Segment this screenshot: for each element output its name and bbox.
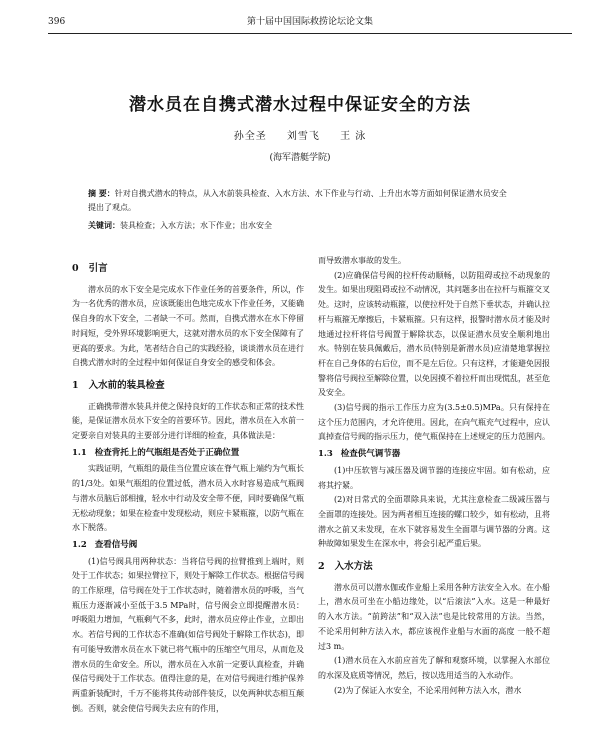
- paper-title: 潜水员在自携式潜水过程中保证安全的方法: [129, 95, 471, 115]
- heading-number: 1.1: [72, 447, 87, 458]
- body-paragraph: 而导致潜水事故的发生。: [318, 256, 406, 265]
- affiliation: (海军潜艇学院): [269, 153, 331, 163]
- author-name: 孙全圣: [233, 131, 267, 142]
- heading-number: 1.2: [72, 539, 87, 550]
- author-name: 刘雪飞: [286, 131, 320, 142]
- keywords: [88, 218, 512, 233]
- subsection-heading: [318, 447, 550, 462]
- heading-text: 入水前的装具检查: [88, 379, 165, 391]
- heading-text: 检查背托上的气瓶组是否处于正确位置: [94, 447, 240, 458]
- section-heading: [72, 379, 304, 394]
- page-number: 396: [48, 17, 66, 27]
- section-heading: [72, 262, 304, 277]
- keywords-text: 装具检查；入水方法；水下作业；出水安全: [120, 221, 272, 230]
- conference-name: 第十届中国国际救捞论坛论文集: [246, 17, 373, 27]
- body-paragraph: (1)信号阀具用两种状态：当将信号阀的拉臂推到上端时，则处于工作状态；如果拉臂拉下，则处于解除工作状态。根据信号阀的工作原理，信号阀在处于工作状态时，随着潜水员的呼吸，当气瓶压力逐渐减小至低于3.5 MPa时，信号阀会立即提醒潜水员：呼吸阻力增加，气瓶剩气不多，此时，潜水员应停止作业，立即出水。若信号阀的工作状态不准确(如信号阀处于解除工作状态)，即有可能导致潜水员在水下就已将气瓶中的压缩空气用尽，从而危及潜水员的生命安全。所以，潜水员在入水前一定要认真检查，并确保信号阀处于工作状态。值得注意的是，在对信号阀进行维护保养两重新装配时，千万不能将其传动部件装反，以免两种状态相互颠倒。否则，就会使信号阀失去应有的作用，: [72, 556, 304, 713]
- body-paragraph: (2)应确保信号阀的拉杆传动顺畅，以防阻碍或拉不动现象的发生。如果出现阻碍或拉不动情况，其问题多出在拉杆与瓶箍交叉处。这时，应该转动瓶箍，以使拉杆处于自然下垂状态，并确认拉杆与瓶箍无摩擦后，卡紧瓶箍。只有这样，报警时潜水员才能及时地通过拉杆将信号阀置于解除状态，以保证潜水员安全顺利地出水。特别在装具佩戴后，潜水员(特别是新潜水员)应清楚地掌握拉杆在自己身体的右后位，而不是左后位。只有这样，才能避免因报警将信号阀拉至解除位置，以免因摸不着拉杆而出现慌乱，甚至危及安全。: [318, 270, 550, 398]
- body-paragraph: (1)潜水员在入水前应首先了解和观察环境，以掌握入水部位的水深及底质等情况，然后，按以选用适当的入水动作。: [318, 656, 550, 680]
- running-header: [48, 14, 572, 30]
- keywords-label: 关键词：: [88, 220, 120, 230]
- author-list: [0, 127, 600, 142]
- heading-text: 入水方法: [334, 561, 373, 573]
- heading-number: 2: [318, 561, 325, 573]
- abstract: [88, 186, 512, 215]
- left-column: [72, 254, 304, 716]
- abstract-label: 摘 要：: [88, 188, 115, 198]
- subsection-heading: [72, 446, 304, 461]
- heading-text: 引言: [88, 263, 108, 274]
- header-rule: [48, 33, 572, 34]
- body-paragraph: 正确携带潜水装具并使之保持良好的工作状态和正常的技术性能，是保证潜水员水下安全的首要环节。因此，潜水员在入水前一定要亲自对装具的主要部分进行详细的检查，具体做法是：: [72, 401, 304, 441]
- author-name: 王 泳: [340, 131, 367, 142]
- heading-text: 查看信号阀: [94, 539, 138, 550]
- body-paragraph: 实践证明，气瓶组的最佳当位置应该在脊气瓶上端约为气瓶长的1/3处。如果气瓶组的位置过低，潜水员入水时容易造成气瓶阀与潜水员脑后部相撞，轻水中行动及安全带不便，同时要确保气瓶无松动现象；如果在检查中发现松动，则应卡紧瓶箍，以防气瓶在水下脱落。: [72, 464, 304, 533]
- heading-text: 检查供气调节器: [340, 449, 401, 460]
- body-paragraph: 潜水员可以潜水伽或作业船上采用各种方法安全入水。在小船上，潜水员可坐在小船边缘处，以“后滚法”入水。这是一种最好的入水方法。“前跨法”和“双入法”也是比较常用的方法。当然，不论采用何种方法入水，都应该视作业船与水面的高度 一般不超过3 m。: [318, 582, 550, 651]
- abstract-text: 针对自携式潜水的特点，从入水前装具检查、入水方法、水下作业与行动、上升出水等方面如何保证潜水员安全提出了观点。: [88, 189, 507, 212]
- right-column: [318, 254, 550, 698]
- body-paragraph: (2)为了保证入水安全，不论采用何种方法入水，潜水: [334, 685, 522, 695]
- body-paragraph: (1)中压软管与减压器及调节器的连接应牢固。如有松动，应将其拧紧。: [318, 465, 550, 490]
- body-paragraph: (3)信号阀的指示工作压力应为(3.5±0.5)MPa。只有保持在这个压力范围内，才允许使用。因此，在向气瓶充气过程中，应认真掉查信号阀的指示压力，使气瓶保持在上述规定的压力范围内。: [318, 403, 550, 442]
- body-paragraph: 潜水员的水下安全是完成水下作业任务的首要条件，所以，作为一名优秀的潜水员，应该既能出色地完成水下作业任务，又能确保自身的水下安全，二者缺一不可。然而，自携式潜水在水下停留时间短，受外界环境影响更大，这就对潜水员的水下安全保障有了更高的要求。为此，笔者结合自己的实践经验，谈谈潜水员在进行自携式潜水时的全过程中如何保证自身安全的感受和体会。: [72, 284, 304, 368]
- heading-number: 1: [72, 379, 79, 391]
- heading-number: 1.3: [318, 449, 333, 460]
- section-heading: [318, 560, 550, 575]
- body-paragraph: (2)对日常式的全面罩除具来说，尤其注意检查二级减压器与全面罩的连接处。因为两者相互连接的螺口较少，如有松动，且将潜水之前又未发现，在水下就容易发生全面罩与调节器的分离。这种故障如果发生在深水中，将会引起严重后果。: [318, 495, 550, 549]
- subsection-heading: [72, 538, 304, 553]
- heading-number: 0: [72, 263, 79, 274]
